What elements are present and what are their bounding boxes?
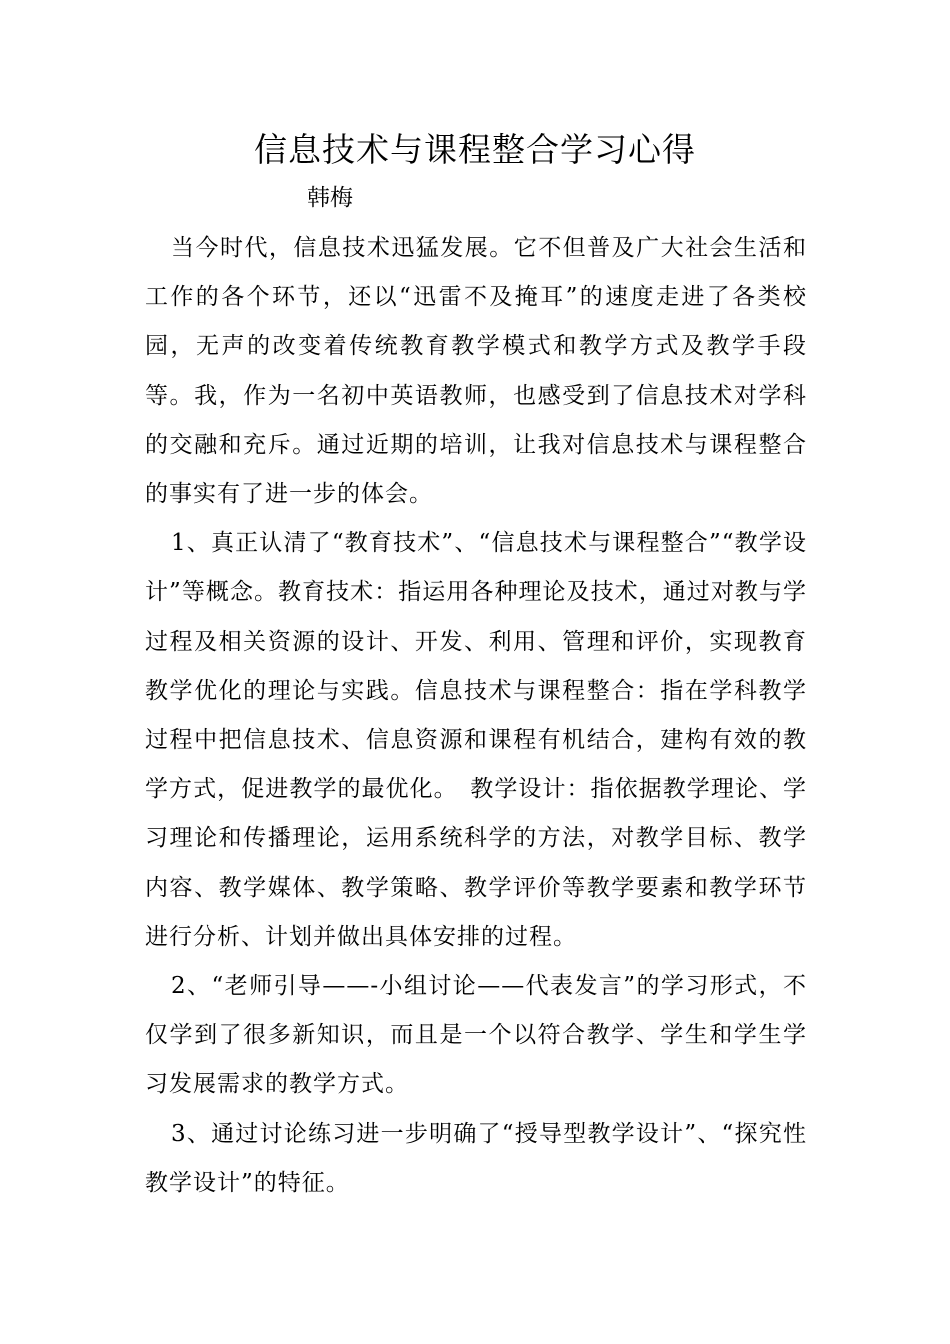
paragraph-point-1: 1、真正认清了“教育技术”、“信息技术与课程整合”“教学设计”等概念。教育技术：指运用各种理论及技术，通过对教与学过程及相关资源的设计、开发、利用、管理和评价，实现教育教学优化的理论与实践。信息技术与课程整合：指在学科教学过程中把信息技术、信息资源和课程有机结合，建构有效的教学方式，促进教学的最优化。 教学设计：指依据教学理论、学习理论和传播理论，运用系统科学的方法，对教学目标、教学内容、教学媒体、教学策略、教学评价等教学要素和教学环节进行分析、计划并做出具体安排的过程。 [145, 530, 807, 950]
document-body [145, 224, 807, 1208]
paragraph-point-3: 3、通过讨论练习进一步明确了“授导型教学设计”、“探究性教学设计”的特征。 [145, 1120, 807, 1196]
document-title: 信息技术与课程整合学习心得 [254, 130, 696, 169]
paragraph-point-2: 2、“老师引导——-小组讨论——代表发言”的学习形式，不仅学到了很多新知识，而且是一个以符合教学、学生和学生学习发展需求的教学方式。 [145, 973, 807, 1098]
document-author: 韩梅 [307, 185, 353, 211]
paragraph-intro: 当今时代，信息技术迅猛发展。它不但普及广大社会生活和工作的各个环节，还以“迅雷不及掩耳”的速度走进了各类校园，无声的改变着传统教育教学模式和教学方式及教学手段等。我，作为一名初中英语教师，也感受到了信息技术对学科的交融和充斥。通过近期的培训，让我对信息技术与课程整合的事实有了进一步的体会。 [145, 235, 807, 508]
